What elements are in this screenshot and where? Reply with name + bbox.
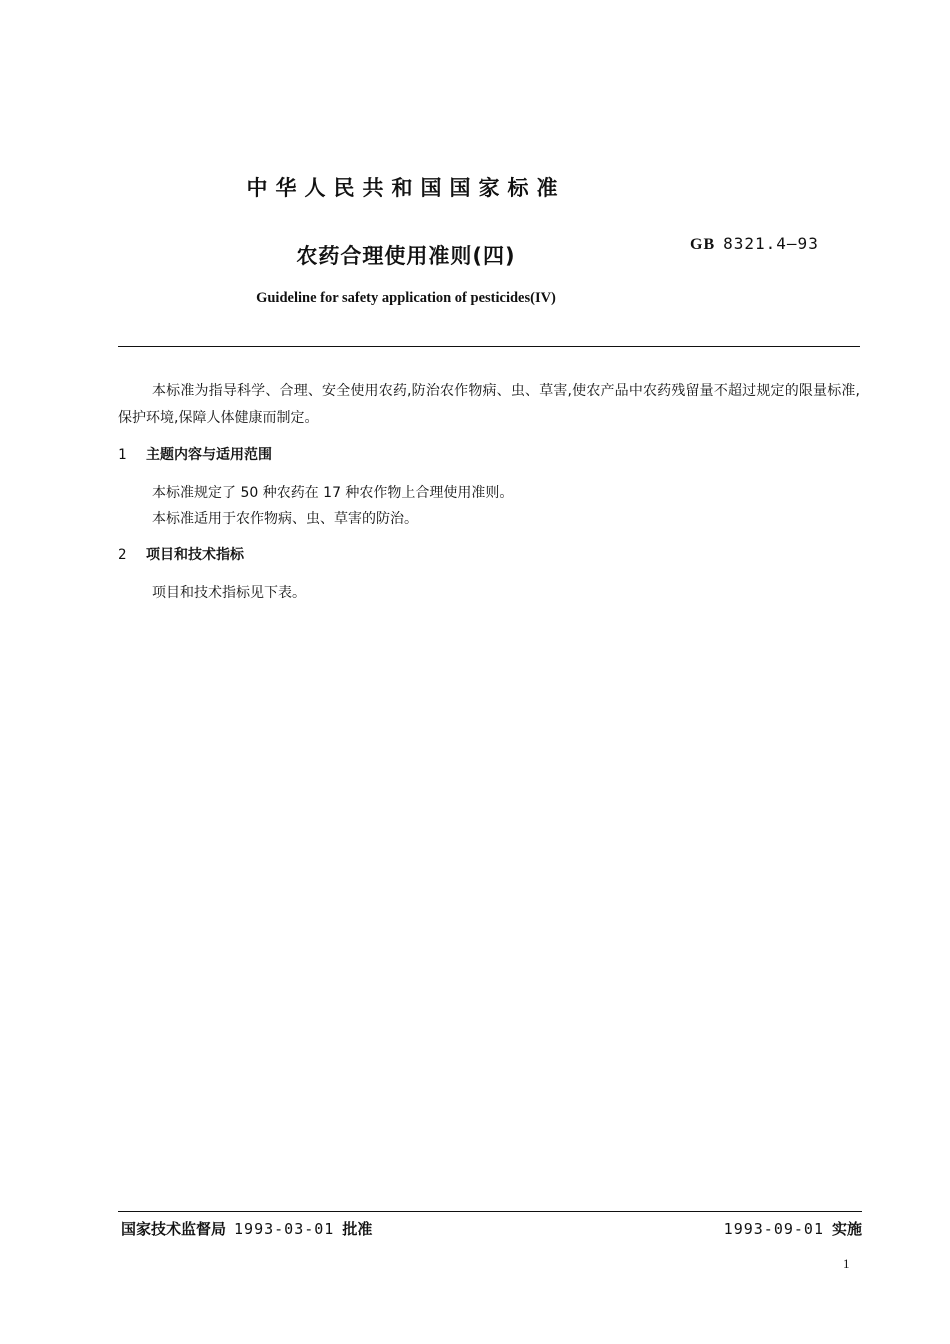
approve-label: 批准 — [342, 1220, 373, 1238]
standard-code-prefix: GB — [690, 236, 716, 253]
standard-code — [690, 234, 819, 254]
standard-code-number: 8321.4—93 — [723, 234, 819, 253]
page-number: 1 — [843, 1256, 850, 1271]
section-2-heading — [118, 544, 244, 564]
approval-info — [121, 1218, 372, 1239]
effective-label: 实施 — [831, 1220, 862, 1238]
section-1-paragraph-1: 本标准规定了 50 种农药在 17 种农作物上合理使用准则。 — [152, 485, 514, 501]
section-number: 1 — [118, 447, 127, 463]
document-title-cn: 农药合理使用准则(四) — [296, 244, 516, 268]
header-divider — [118, 346, 860, 347]
approve-date: 1993-03-01 — [234, 1220, 335, 1238]
issuer: 国家技术监督局 — [121, 1220, 227, 1238]
section-number: 2 — [118, 547, 127, 563]
footer-divider — [118, 1211, 862, 1212]
section-title: 主题内容与适用范围 — [146, 447, 272, 463]
section-1-heading — [118, 444, 272, 464]
document-title-en: Guideline for safety application of pesticides(IV) — [256, 290, 556, 306]
intro-paragraph: 本标准为指导科学、合理、安全使用农药,防治农作物病、虫、草害,使农产品中农药残留量不超过规定的限量标准,保护环境,保障人体健康而制定。 — [118, 383, 860, 426]
effective-info — [716, 1218, 862, 1239]
section-1-paragraph-2: 本标准适用于农作物病、虫、草害的防治。 — [152, 511, 418, 527]
national-standard-heading: 中华人民共和国国家标准 — [246, 176, 566, 200]
section-2-paragraph-1: 项目和技术指标见下表。 — [152, 585, 306, 601]
effective-date: 1993-09-01 — [723, 1220, 824, 1238]
section-title: 项目和技术指标 — [146, 547, 244, 563]
